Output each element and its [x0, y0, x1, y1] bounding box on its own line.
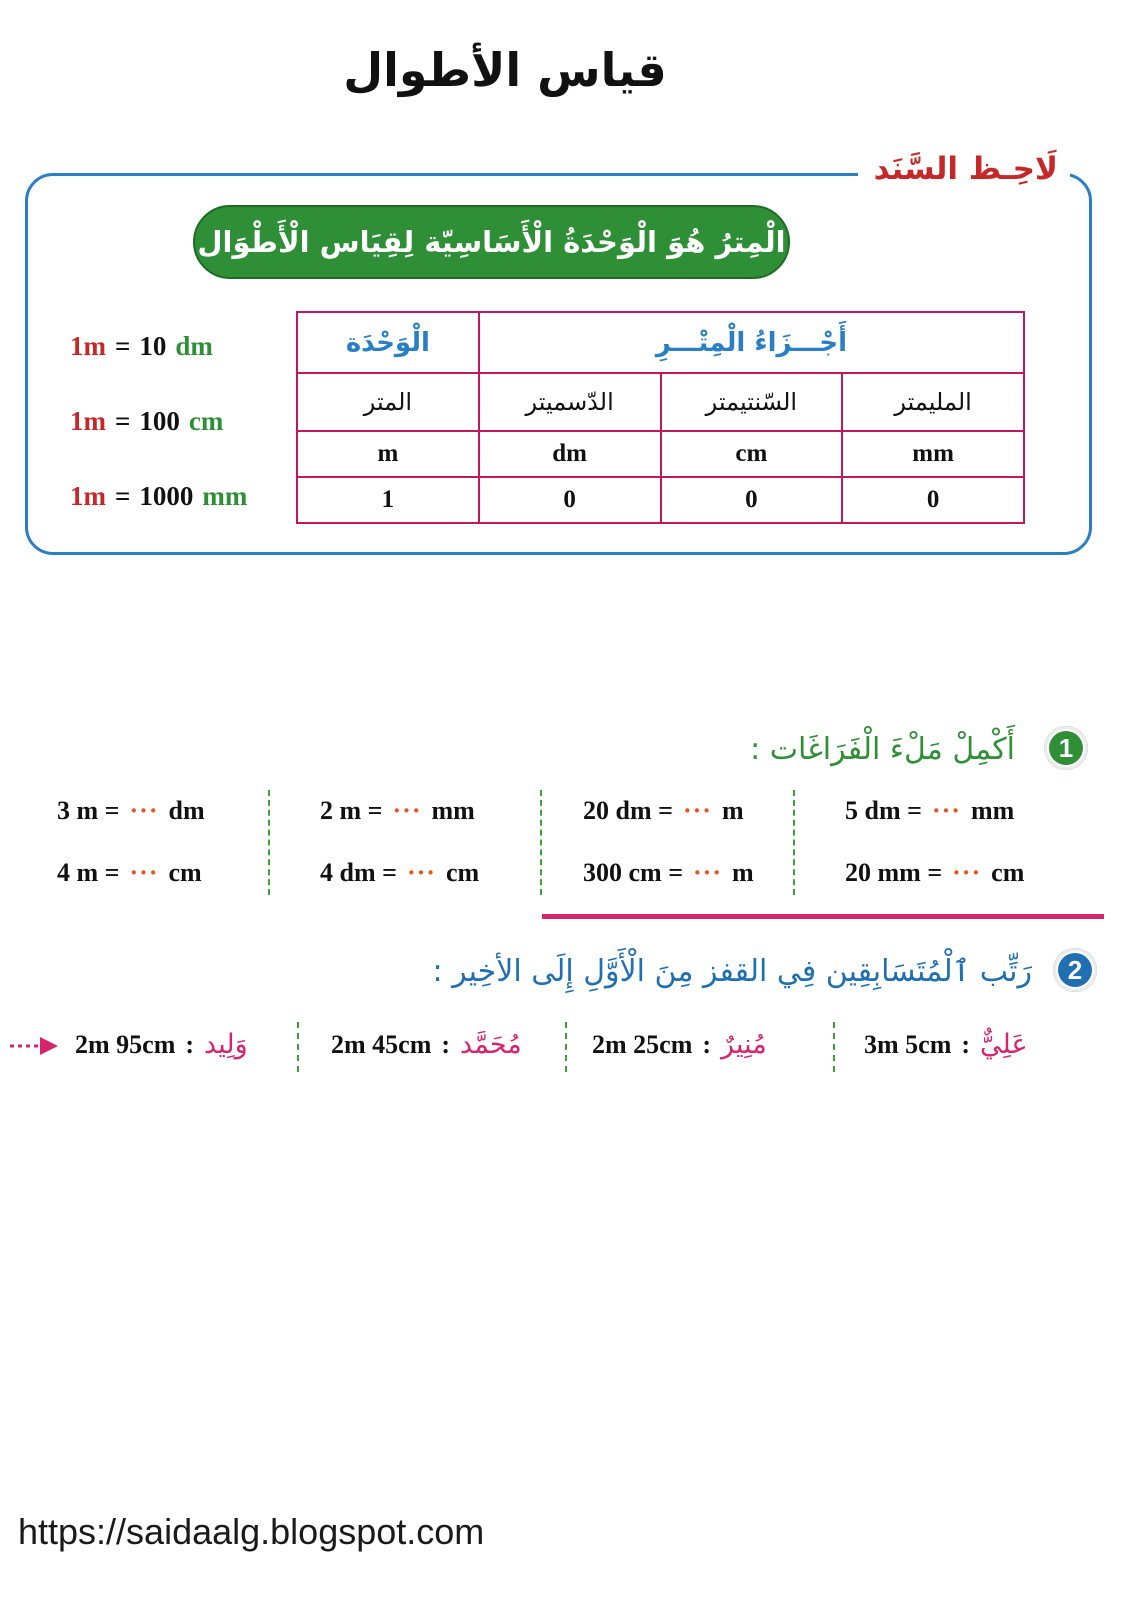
fill-in-item: [320, 856, 479, 890]
unit-name-meter: المتر: [297, 373, 479, 431]
equality-unit: mm: [202, 481, 248, 511]
column-divider: [268, 790, 270, 895]
item-lhs: 20 dm =: [583, 796, 673, 825]
fill-in-item: [845, 794, 1014, 828]
fill-in-item: [583, 856, 754, 890]
table-header-row: [297, 312, 1024, 373]
item-unit: cm: [168, 858, 202, 887]
column-divider: [793, 790, 795, 895]
definition-banner: الْمِترُ هُوَ الْوَحْدَةُ الْأَسَاسِيّة لِقِيَاس الْأَطْوَال: [193, 205, 790, 279]
racer-distance: 2m 45cm: [331, 1030, 432, 1059]
table-row-symbols: [297, 431, 1024, 477]
item-lhs: 4 m =: [57, 858, 120, 887]
unit-symbol-m: m: [297, 431, 479, 477]
racer-name: مُحَمَّد: [460, 1029, 522, 1060]
value-m: 1: [297, 477, 479, 523]
racer-separator: :: [185, 1030, 195, 1059]
exercise2-instruction: رَتِّب ٱلْمُتَسَابِقِين فِي القفز مِنَ الْأَوَّلِ إِلَى الأخِير :: [432, 954, 1032, 989]
page-title: قياس الأطوال: [343, 43, 667, 97]
racer-distance: 2m 25cm: [592, 1030, 693, 1059]
units-table: [296, 311, 1025, 522]
equality-number: 1000: [139, 481, 194, 511]
fill-in-item: [845, 856, 1024, 890]
unit-name-millimeter: المليمتر: [842, 373, 1024, 431]
equality-number: 100: [139, 406, 180, 436]
item-lhs: 20 mm =: [845, 858, 943, 887]
racer-name: عَلِيٌّ: [980, 1029, 1028, 1060]
racer-separator: :: [702, 1030, 712, 1059]
racer-separator: :: [441, 1030, 451, 1059]
racer-name: وَلِيد: [204, 1029, 248, 1060]
fill-in-item: [583, 794, 744, 828]
racer-separator: :: [961, 1030, 971, 1059]
source-url: https://saidaalg.blogspot.com: [18, 1511, 485, 1552]
equality-lhs: 1m: [70, 481, 106, 511]
unit-name-decimeter: الدّسميتر: [479, 373, 661, 431]
equality-sign: =: [115, 331, 131, 361]
equality-sign: =: [115, 406, 131, 436]
racer-item: [592, 1027, 767, 1063]
racer-distance: 3m 5cm: [864, 1030, 952, 1059]
table-row-values: [297, 477, 1024, 523]
header-meter-parts: أَجْـــزَاءُ الْمِتْـــرِ: [479, 312, 1024, 373]
equality-unit: dm: [175, 331, 213, 361]
blank-dots: ···: [693, 858, 723, 887]
item-unit: m: [732, 858, 754, 887]
item-unit: dm: [168, 796, 205, 825]
item-lhs: 2 m =: [320, 796, 383, 825]
blank-dots: ···: [931, 796, 961, 825]
fill-in-item: [320, 794, 475, 828]
equality-unit: cm: [188, 406, 224, 436]
arrow-right-icon: [8, 1034, 60, 1058]
exercise1-instruction: أَكْمِلْ مَلْءَ الْفَرَاغَات :: [750, 732, 1015, 767]
item-lhs: 300 cm =: [583, 858, 684, 887]
note-box-label: لَاحِـظ السَّنَد: [858, 146, 1070, 192]
racer-item: [331, 1027, 522, 1063]
racer-name: مُنِيرٌ: [721, 1029, 767, 1060]
blank-dots: ···: [406, 858, 436, 887]
table-row-names: [297, 373, 1024, 431]
item-unit: m: [721, 796, 744, 825]
column-divider: [540, 790, 542, 895]
racer-item: [75, 1027, 248, 1063]
equality-row: [70, 329, 213, 363]
value-dm: 0: [479, 477, 661, 523]
value-mm: 0: [842, 477, 1024, 523]
equality-sign: =: [115, 481, 131, 511]
racer-item: [864, 1027, 1028, 1063]
item-unit: cm: [445, 858, 480, 887]
racer-distance: 2m 95cm: [75, 1030, 176, 1059]
item-unit: cm: [991, 858, 1025, 887]
value-cm: 0: [661, 477, 843, 523]
item-unit: mm: [970, 796, 1015, 825]
equality-lhs: 1m: [70, 406, 106, 436]
section-divider: [542, 914, 1104, 919]
blank-dots: ···: [129, 796, 159, 825]
fill-in-item: [57, 856, 202, 890]
blank-dots: ···: [129, 858, 159, 887]
blank-dots: ···: [682, 796, 712, 825]
column-divider: [565, 1022, 567, 1072]
item-lhs: 3 m =: [57, 796, 120, 825]
unit-symbol-cm: cm: [661, 431, 843, 477]
column-divider: [833, 1022, 835, 1072]
exercise-number-badge: 1: [1044, 726, 1088, 770]
exercise-number-badge: 2: [1053, 948, 1097, 992]
equality-number: 10: [139, 331, 167, 361]
fill-in-item: [57, 794, 205, 828]
equality-lhs: 1m: [70, 331, 106, 361]
unit-symbol-dm: dm: [479, 431, 661, 477]
unit-name-centimeter: السّنتيمتر: [661, 373, 843, 431]
header-unit: الْوَحْدَة: [297, 312, 479, 373]
blank-dots: ···: [392, 796, 422, 825]
equality-row: [70, 404, 223, 438]
item-unit: mm: [431, 796, 475, 825]
column-divider: [297, 1022, 299, 1072]
blank-dots: ···: [952, 858, 982, 887]
item-lhs: 4 dm =: [320, 858, 397, 887]
item-lhs: 5 dm =: [845, 796, 922, 825]
unit-symbol-mm: mm: [842, 431, 1024, 477]
equality-row: [70, 479, 247, 513]
